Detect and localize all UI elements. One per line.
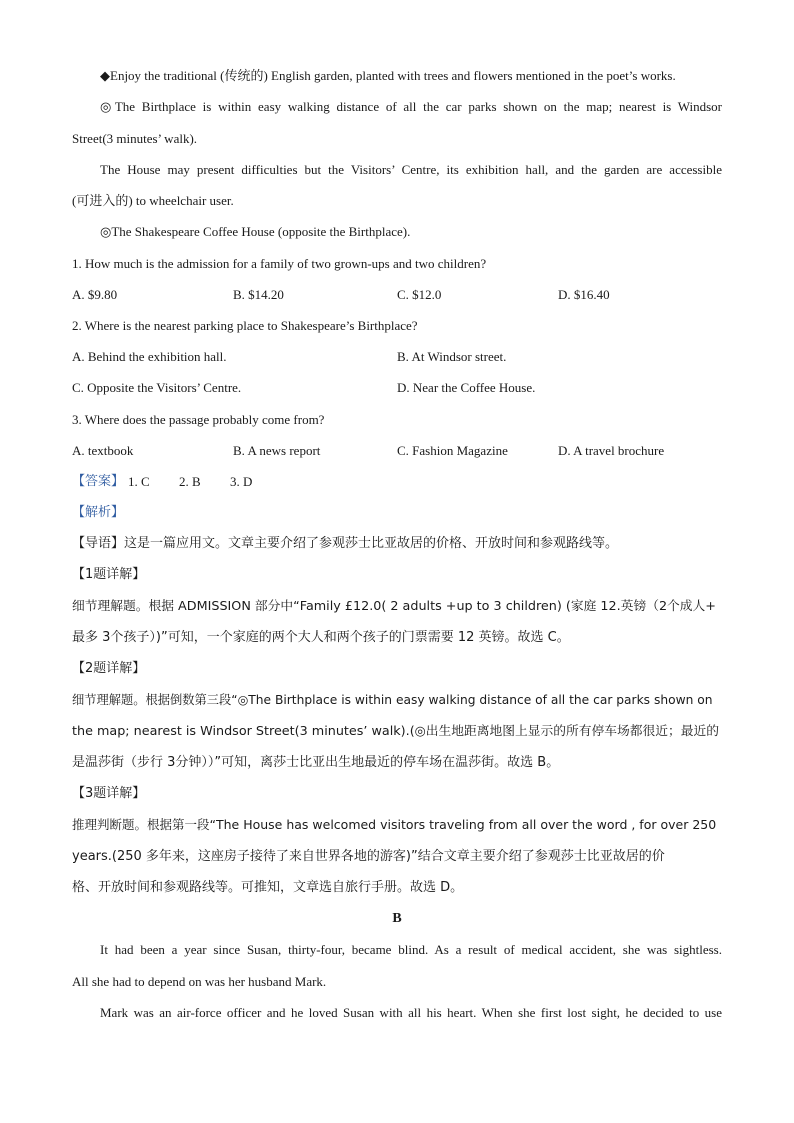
question-2-stem: 2. Where is the nearest parking place to Shakespeare’s Birthplace? — [72, 318, 418, 333]
detail-2-line-2: the map; nearest is Windsor Street(3 minutes’ walk).(◎出生地距离地图上显示的所有停车场都很近；最近的 — [72, 724, 720, 739]
passage-line-wheelchair: (可进入的) to wheelchair user. — [72, 193, 234, 208]
answer-label: 【答案】 — [72, 474, 125, 489]
answer-1: 1. C — [128, 474, 150, 489]
option-3a: A. textbook — [72, 443, 134, 458]
detail-3-heading: 【3题详解】 — [72, 786, 146, 801]
question-3-stem: 3. Where does the passage probably come from? — [72, 412, 325, 427]
detail-1-line-1: 细节理解题。根据 ADMISSION 部分中“Family £12.0( 2 adults +up to 3 children) (家庭 12.英镑（2个成人+ — [72, 599, 716, 614]
section-b-heading: B — [392, 911, 402, 926]
detail-2-line-1: 细节理解题。根据倒数第三段“◎The Birthplace is within easy walking distance of all the car parks shown on — [72, 693, 713, 707]
option-3b: B. A news report — [233, 443, 321, 458]
detail-2-heading: 【2题详解】 — [72, 661, 146, 676]
question-2-options-row2 — [72, 377, 722, 399]
option-1d: D. $16.40 — [558, 287, 610, 302]
option-1a: A. $9.80 — [72, 287, 118, 302]
analysis-label: 【解析】 — [72, 505, 125, 520]
passage-line-street: Street(3 minutes’ walk). — [72, 131, 198, 146]
option-2c: C. Opposite the Visitors’ Centre. — [72, 380, 242, 395]
detail-3-line-3: 格、开放时间和参观路线等。可推知，文章选自旅行手册。故选 D。 — [72, 880, 464, 895]
detail-1-heading: 【1题详解】 — [72, 567, 146, 582]
option-2d: D. Near the Coffee House. — [397, 380, 536, 395]
passage-b-line-2: All she had to depend on was her husband Mark. — [72, 974, 327, 989]
option-1c: C. $12.0 — [397, 287, 442, 302]
option-3d: D. A travel brochure — [558, 443, 665, 458]
answer-2: 2. B — [179, 474, 201, 489]
detail-2-line-3: 是温莎街（步行 3分钟））”可知，离莎士比亚出生地最近的停车场在温莎街。故选 B。 — [72, 755, 560, 770]
question-3-options — [72, 440, 722, 462]
detail-3-line-2: years.(250 多年来，这座房子接待了来自世界各地的游客)”结合文章主要介绍了参观莎士比亚故居的价 — [72, 849, 665, 864]
question-1-stem: 1. How much is the admission for a family of two grown-ups and two children? — [72, 256, 487, 271]
passage-line-house: The House may present difficulties but the Visitors’ Centre, its exhibition hall, and the garden are accessible — [100, 162, 722, 177]
option-2a: A. Behind the exhibition hall. — [72, 349, 227, 364]
option-3c: C. Fashion Magazine — [397, 443, 508, 458]
passage-line-coffee: ◎The Shakespeare Coffee House (opposite the Birthplace). — [100, 224, 411, 239]
passage-b-line-3: Mark was an air-force officer and he loved Susan with all his heart. When she first lost sight, he decided to use — [100, 1005, 722, 1020]
passage-line-birthplace: ◎The Birthplace is within easy walking distance of all the car parks shown on the map; nearest is Windsor — [100, 99, 722, 114]
guide-line: 【导语】这是一篇应用文。文章主要介绍了参观莎士比亚故居的价格、开放时间和参观路线等。 — [72, 536, 619, 551]
question-1-options — [72, 284, 722, 306]
detail-3-line-1: 推理判断题。根据第一段“The House has welcomed visitors traveling from all over the word , for over 250 — [72, 817, 717, 832]
answer-line — [72, 471, 722, 493]
question-2-options-row1 — [72, 346, 722, 368]
detail-1-line-2: 最多 3个孩子）)”可知，一个家庭的两个大人和两个孩子的门票需要 12 英镑。故选 C。 — [72, 630, 570, 645]
answer-3: 3. D — [230, 474, 253, 489]
passage-line-garden: ◆Enjoy the traditional (传统的) English garden, planted with trees and flowers mentioned in the poet’s works. — [100, 68, 676, 83]
option-2b: B. At Windsor street. — [397, 349, 507, 364]
passage-b-line-1: It had been a year since Susan, thirty-four, became blind. As a result of medical accident, she was sightless. — [100, 942, 722, 957]
option-1b: B. $14.20 — [233, 287, 284, 302]
